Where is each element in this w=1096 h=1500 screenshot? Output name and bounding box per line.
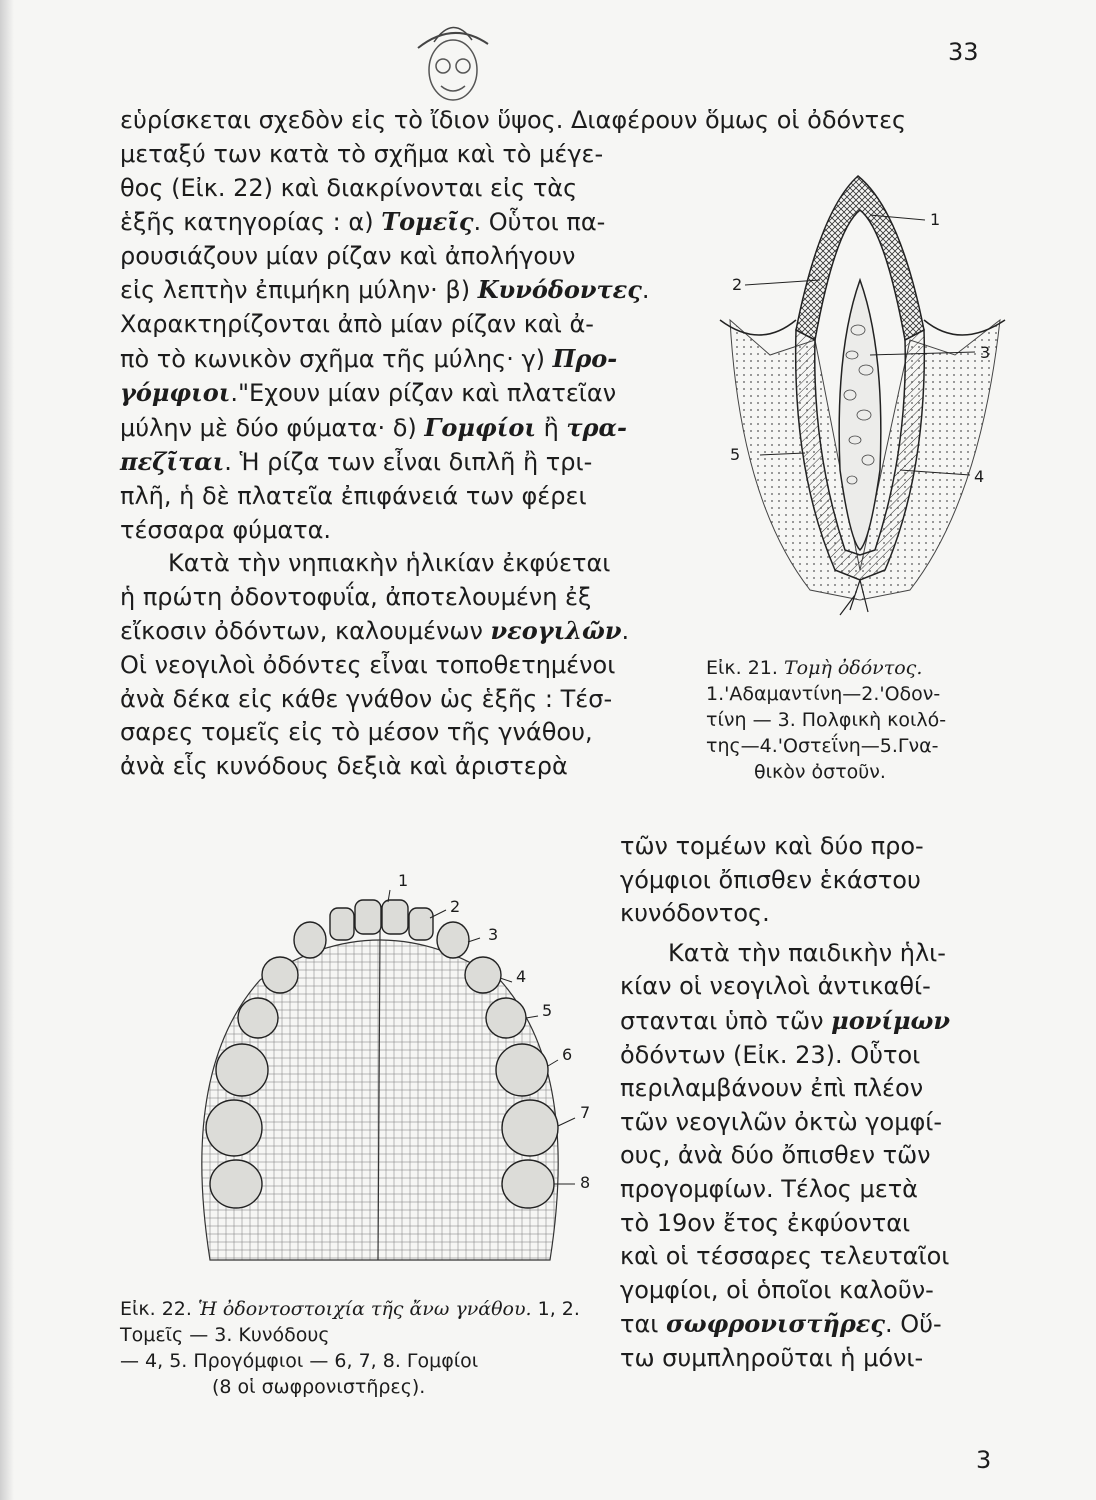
tooth <box>294 922 326 958</box>
text-line: τέσσαρα φύματα. <box>120 515 332 544</box>
figure-22-label-3: 3 <box>488 925 499 944</box>
figure-22-label-7: 7 <box>580 1103 591 1122</box>
text-run: ἢ <box>535 413 567 442</box>
text-run: . <box>621 617 630 646</box>
term-wisdom-teeth: σωφρονιστῆρες <box>666 1309 885 1339</box>
tooth-section-figure <box>700 170 1020 630</box>
tooth <box>210 1160 262 1208</box>
figure-21-label-3: 3 <box>980 343 991 362</box>
text-run: εἴκοσιν ὀδόντων, καλουμένων <box>120 617 491 646</box>
text-line <box>120 411 685 446</box>
text-run: . Οὗτοι πα- <box>473 208 606 237</box>
paragraph-1 <box>120 138 685 547</box>
text-line: Κατὰ τὴν παιδικὴν ἡλι- <box>668 938 946 967</box>
text-line: θος (Εἰκ. 22) καὶ διακρίνονται εἰς τὰς <box>120 173 578 202</box>
text-line: εὑρίσκεται σχεδὸν εἰς τὸ ἴδιον ὕψος. Διαφέρουν ὅμως οἱ ὀδόντες <box>120 106 907 134</box>
tooth <box>502 1100 558 1156</box>
figure-22-label-6: 6 <box>562 1045 573 1064</box>
text-run: πὸ τὸ κωνικὸν σχῆμα τῆς μύλης· γ) <box>120 344 553 373</box>
text-line: ἀνὰ δέκα εἰς κάθε γνάθον ὡς ἑξῆς : Τέσ- <box>120 684 613 713</box>
caption-title: Τομὴ ὀδόντος. <box>783 657 923 679</box>
text-line <box>620 1307 1015 1342</box>
text-line: ὀδόντων (Εἰκ. 23). Οὗτοι <box>620 1040 921 1069</box>
figure-21-label-5: 5 <box>730 445 741 464</box>
text-run: μύλην μὲ δύο φύματα· δ) <box>120 413 425 442</box>
text-line: γόμφιοι ὄπισθεν ἑκάστου <box>620 865 921 894</box>
tooth <box>382 900 408 934</box>
text-line: κυνόδοντος. <box>620 899 770 928</box>
text-line <box>120 445 685 480</box>
text-run: ἑξῆς κατηγορίας : α) <box>120 208 382 237</box>
tooth <box>486 998 526 1038</box>
left-column-text <box>120 138 685 783</box>
caption-prefix: Εἰκ. 21. <box>706 657 778 679</box>
caption-line: θικὸν ὀστοῦν. <box>754 761 886 783</box>
text-line: κίαν οἱ νεογιλοὶ ἀντικαθί- <box>620 972 931 1001</box>
text-line <box>120 614 685 649</box>
term-trapezitai: τρα- <box>566 412 627 442</box>
doodle-face-icon <box>408 14 498 110</box>
term-permanent: μονίμων <box>831 1005 951 1035</box>
paragraph-2 <box>120 547 685 783</box>
text-line <box>120 205 685 240</box>
term-deciduous: νεογιλῶν <box>490 616 622 646</box>
text-line <box>120 376 685 411</box>
text-line <box>120 342 685 377</box>
page-edge-shadow <box>0 0 14 1500</box>
paragraph-1-first-line <box>120 104 1010 138</box>
text-line: μεταξύ των κατὰ τὸ σχῆμα καὶ τὸ μέγε- <box>120 140 604 168</box>
caption-text: 1, 2. Τομεῖς — 3. Κυνόδους <box>120 1298 580 1346</box>
term-premolars: Προ- <box>552 343 618 373</box>
paragraph-3 <box>620 937 1015 1376</box>
text-line: ους, ἀνὰ δύο ὄπισθεν τῶν <box>620 1141 931 1170</box>
paragraph-2-continued <box>620 830 1015 931</box>
caption-line <box>120 1296 600 1348</box>
term-incisors: Τομεῖς <box>381 207 474 237</box>
tooth <box>216 1044 268 1096</box>
right-column-text <box>620 830 1015 1376</box>
text-line: τω συμπληροῦται ἡ μόνι- <box>620 1343 924 1372</box>
term-canines: Κυνόδοντες <box>477 275 642 305</box>
text-line <box>620 1004 1015 1039</box>
text-run: ται <box>620 1310 667 1339</box>
sheet-number: 3 <box>976 1446 992 1474</box>
caption-line: 1.'Αδαμαντίνη—2.'Οδον- <box>706 683 941 705</box>
term-premolars-cont: γόμφιοι <box>120 378 231 408</box>
text-line: τῶν τομέων καὶ δύο προ- <box>620 832 924 860</box>
upper-jaw-dentition-figure <box>150 870 610 1290</box>
text-run: ."Εχουν μίαν ρίζαν καὶ πλατεῖαν <box>230 379 617 408</box>
text-line: καὶ οἱ τέσσαρες τελευταῖοι <box>620 1242 950 1271</box>
figure-22-caption <box>120 1296 600 1400</box>
text-line: ἀνὰ εἷς κυνόδους δεξιὰ καὶ ἀριστερὰ <box>120 751 568 780</box>
figure-22-label-5: 5 <box>542 1001 553 1020</box>
caption-title: Ἡ ὀδοντοστοιχία τῆς ἄνω γνάθου. <box>197 1298 532 1320</box>
term-trapezitai-cont: πεζῖται <box>120 447 225 477</box>
figure-21-label-2: 2 <box>732 275 743 294</box>
figure-22-label-1: 1 <box>398 871 409 890</box>
caption-line: της—4.'Οστεΐνη—5.Γνα- <box>706 735 939 757</box>
tooth <box>502 1160 554 1208</box>
tooth <box>330 908 354 940</box>
text-run: εἰς λεπτὴν ἐπιμήκη μύλην· β) <box>120 276 478 305</box>
text-run: . Ἡ ρίζα των εἶναι διπλῆ ἢ τρι- <box>224 448 593 477</box>
text-run: . Οὕ- <box>884 1310 942 1339</box>
tooth <box>409 908 433 940</box>
tooth <box>355 900 381 934</box>
figure-22-label-4: 4 <box>516 967 527 986</box>
tooth <box>238 998 278 1038</box>
text-line: ἡ πρώτη ὀδοντοφυΐα, ἀποτελουμένη ἐξ <box>120 582 592 611</box>
tooth <box>437 922 469 958</box>
text-line: Κατὰ τὴν νηπιακὴν ἡλικίαν ἐκφύεται <box>168 549 611 578</box>
text-line: ρουσιάζουν μίαν ρίζαν καὶ ἀπολήγουν <box>120 241 576 270</box>
page-number: 33 <box>948 38 979 66</box>
figure-21-label-4: 4 <box>974 467 985 486</box>
text-line: Οἱ νεογιλοὶ ὀδόντες εἶναι τοποθετημένοι <box>120 650 616 679</box>
text-line: τὸ 19ον ἔτος ἐκφύονται <box>620 1208 911 1237</box>
tooth <box>206 1100 262 1156</box>
term-molars: Γομφίοι <box>424 412 536 442</box>
tooth <box>496 1044 548 1096</box>
figure-22-label-8: 8 <box>580 1173 591 1192</box>
text-line: γομφίοι, οἱ ὁποῖοι καλοῦν- <box>620 1275 934 1304</box>
caption-line: τίνη — 3. Πολφικὴ κοιλό- <box>706 709 947 731</box>
figure-21-caption <box>706 655 1006 785</box>
caption-line <box>706 655 1006 681</box>
tooth <box>262 957 298 993</box>
caption-line: (8 οἱ σωφρονιστῆρες). <box>212 1376 426 1398</box>
text-line <box>120 273 685 308</box>
text-line: σαρες τομεῖς εἰς τὸ μέσον τῆς γνάθου, <box>120 718 593 747</box>
figure-21-label-1: 1 <box>930 210 941 229</box>
text-run: . <box>641 276 650 305</box>
tooth <box>465 957 501 993</box>
text-line: πλῆ, ἡ δὲ πλατεῖα ἐπιφάνειά των φέρει <box>120 481 587 510</box>
caption-line: — 4, 5. Προγόμφιοι — 6, 7, 8. Γομφίοι <box>120 1350 479 1372</box>
text-line: προγομφίων. Τέλος μετὰ <box>620 1174 918 1203</box>
text-line: περιλαμβάνουν ἐπὶ πλέον <box>620 1074 924 1103</box>
figure-22-label-2: 2 <box>450 897 461 916</box>
caption-prefix: Εἰκ. 22. <box>120 1298 192 1320</box>
text-line: τῶν νεογιλῶν ὀκτὼ γομφί- <box>620 1107 943 1136</box>
text-line: Χαρακτηρίζονται ἀπὸ μίαν ρίζαν καὶ ἀ- <box>120 309 594 338</box>
text-run: στανται ὑπὸ τῶν <box>620 1006 832 1035</box>
